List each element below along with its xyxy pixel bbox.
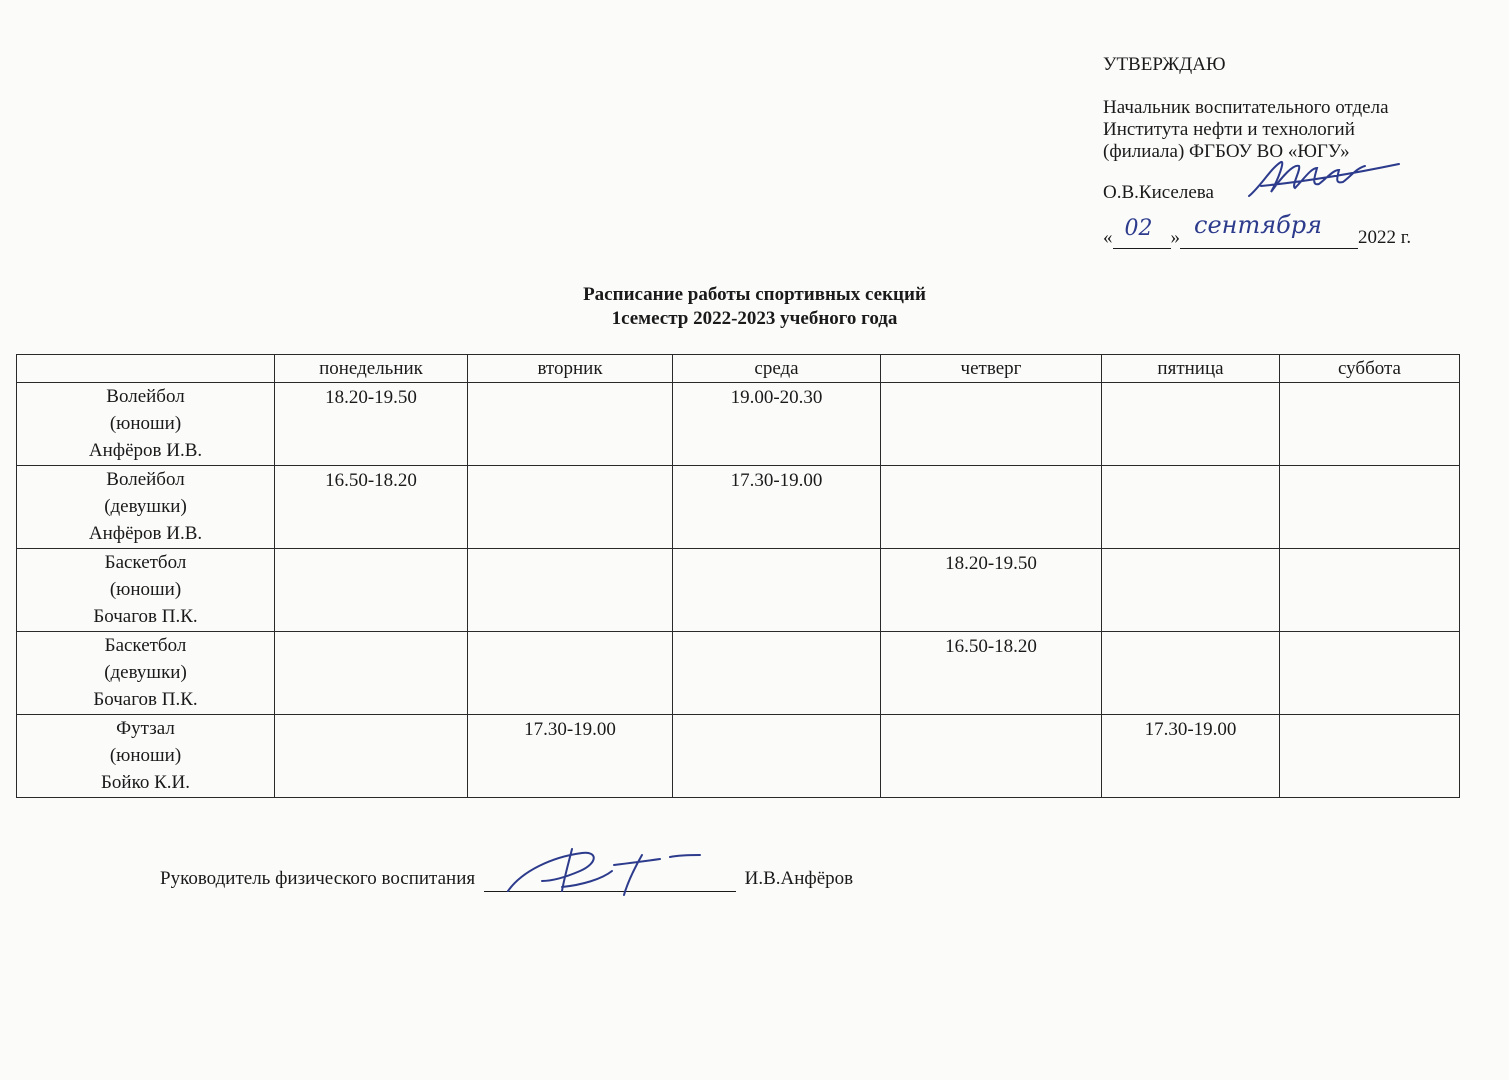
approval-position-line: Начальник воспитательного отдела <box>1103 97 1389 118</box>
header-day: четверг <box>881 355 1102 383</box>
title-line-1: Расписание работы спортивных секций <box>583 284 926 305</box>
time-cell <box>1102 632 1280 715</box>
approval-position-line: Института нефти и технологий <box>1103 119 1355 140</box>
section-cell <box>17 383 275 466</box>
time-cell <box>468 632 673 715</box>
approver-signature <box>1241 156 1401 206</box>
time-cell: 16.50-18.20 <box>881 632 1102 715</box>
time-cell: 18.20-19.50 <box>275 383 468 466</box>
table-row <box>17 715 1460 798</box>
section-cell <box>17 466 275 549</box>
time-cell <box>1102 383 1280 466</box>
head-signature <box>502 841 712 897</box>
time-cell <box>468 466 673 549</box>
section-cell <box>17 632 275 715</box>
date-year: 2022 г. <box>1358 227 1412 248</box>
section-coach: Бочагов П.К. <box>93 689 198 710</box>
footer-name: И.В.Анфёров <box>744 868 854 889</box>
time-cell <box>275 549 468 632</box>
section-group: (девушки) <box>104 662 187 683</box>
schedule-table <box>16 354 1460 798</box>
section-name: Баскетбол <box>104 552 187 573</box>
footer-position: Руководитель физического воспитания <box>160 868 476 889</box>
date-day-line <box>1113 216 1171 249</box>
time-cell <box>275 715 468 798</box>
time-cell <box>673 715 881 798</box>
time-cell <box>468 549 673 632</box>
time-cell <box>673 549 881 632</box>
time-cell: 17.30-19.00 <box>1102 715 1280 798</box>
time-cell <box>881 715 1102 798</box>
header-day: пятница <box>1102 355 1280 383</box>
date-close-quote: » <box>1170 227 1180 248</box>
time-cell: 17.30-19.00 <box>673 466 881 549</box>
time-cell <box>673 632 881 715</box>
table-row <box>17 632 1460 715</box>
section-cell <box>17 549 275 632</box>
time-cell: 16.50-18.20 <box>275 466 468 549</box>
table-row <box>17 466 1460 549</box>
footer-signature-line <box>484 871 736 892</box>
header-corner <box>17 355 275 383</box>
time-cell: 17.30-19.00 <box>468 715 673 798</box>
header-row <box>17 355 1460 383</box>
section-coach: Анфёров И.В. <box>88 440 203 461</box>
section-cell <box>17 715 275 798</box>
section-coach: Анфёров И.В. <box>88 523 203 544</box>
table-row <box>17 383 1460 466</box>
date-open-quote: « <box>1103 227 1113 248</box>
section-coach: Бочагов П.К. <box>93 606 198 627</box>
table-row <box>17 549 1460 632</box>
title-line-2: 1семестр 2022-2023 учебного года <box>611 308 898 329</box>
approval-signer-name: О.В.Киселева <box>1103 182 1214 203</box>
time-cell <box>1280 632 1460 715</box>
date-day: 02 <box>1124 216 1153 241</box>
document-title <box>0 283 1509 331</box>
section-group: (юноши) <box>109 579 182 600</box>
date-month-line <box>1180 211 1358 249</box>
time-cell <box>275 632 468 715</box>
section-name: Волейбол <box>106 469 185 490</box>
time-cell: 18.20-19.50 <box>881 549 1102 632</box>
time-cell <box>1280 466 1460 549</box>
footer-signature-row <box>160 866 853 892</box>
header-day: суббота <box>1280 355 1460 383</box>
section-name: Волейбол <box>106 386 185 407</box>
section-coach: Бойко К.И. <box>101 772 190 793</box>
time-cell <box>1280 715 1460 798</box>
section-group: (юноши) <box>109 413 182 434</box>
time-cell <box>1102 549 1280 632</box>
approval-block <box>1103 54 1483 250</box>
section-group: (девушки) <box>104 496 187 517</box>
time-cell <box>1102 466 1280 549</box>
approval-signer-row <box>1103 182 1483 204</box>
approval-heading: УТВЕРЖДАЮ <box>1103 54 1226 75</box>
time-cell <box>881 383 1102 466</box>
section-group: (юноши) <box>109 745 182 766</box>
header-day: вторник <box>468 355 673 383</box>
approval-position-line: (филиала) ФГБОУ ВО «ЮГУ» <box>1103 141 1350 162</box>
date-month: сентября <box>1194 211 1323 239</box>
time-cell <box>1280 383 1460 466</box>
section-name: Футзал <box>116 718 175 739</box>
time-cell <box>468 383 673 466</box>
header-day: среда <box>673 355 881 383</box>
approval-date-row <box>1103 211 1483 250</box>
section-name: Баскетбол <box>104 635 187 656</box>
header-day: понедельник <box>275 355 468 383</box>
time-cell <box>1280 549 1460 632</box>
time-cell <box>881 466 1102 549</box>
time-cell: 19.00-20.30 <box>673 383 881 466</box>
